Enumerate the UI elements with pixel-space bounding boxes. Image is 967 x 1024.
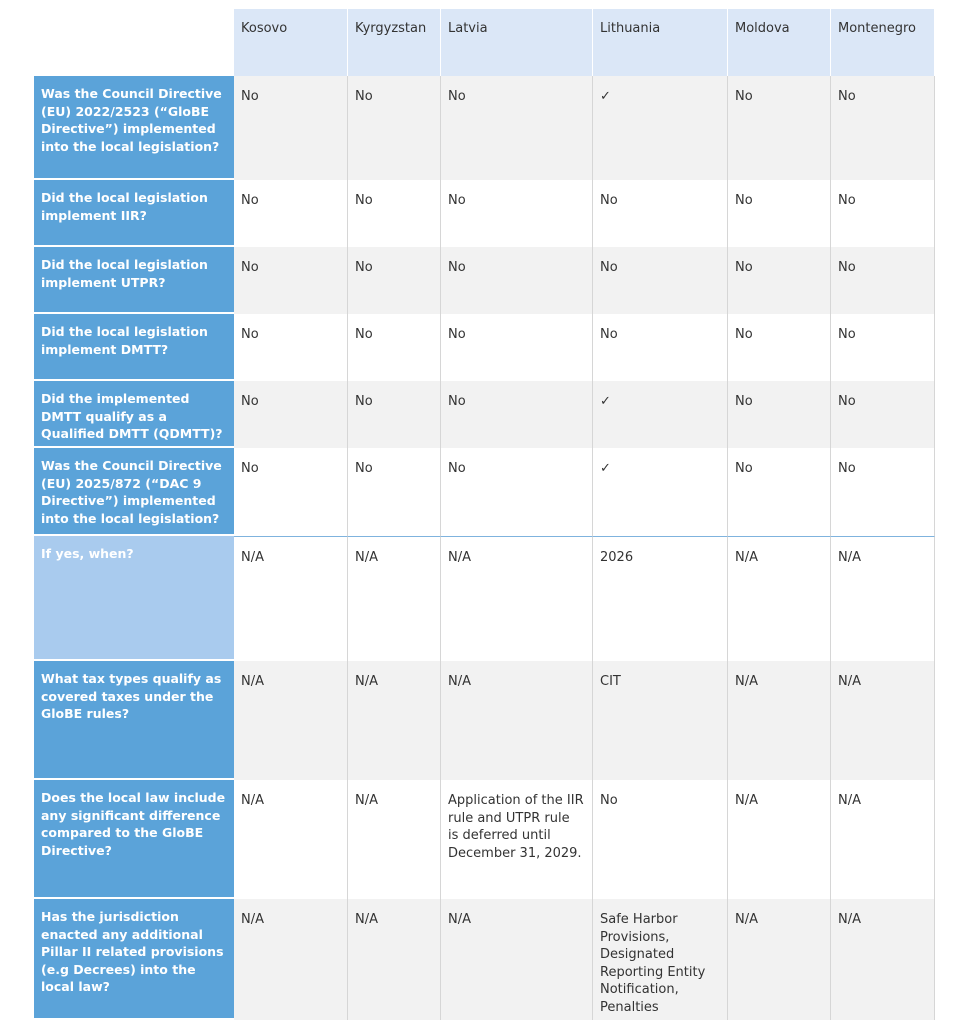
table-cell: No xyxy=(348,448,441,536)
table-cell: No xyxy=(593,780,728,899)
table-cell: No xyxy=(441,314,593,381)
table-cell: N/A xyxy=(728,536,831,661)
table-corner xyxy=(34,9,234,76)
table-cell: No xyxy=(441,448,593,536)
row-question: Was the Council Directive (EU) 2022/2523 (“GloBE Directive”) implemented into the local legislation? xyxy=(34,76,234,180)
table-cell: No xyxy=(441,247,593,314)
table-cell: No xyxy=(728,180,831,247)
table-cell: N/A xyxy=(441,661,593,780)
table-cell: No xyxy=(348,247,441,314)
table-cell: No xyxy=(831,76,935,180)
table-cell: No xyxy=(728,381,831,448)
table-cell: 2026 xyxy=(593,536,728,661)
table-cell: N/A xyxy=(441,536,593,661)
table-cell: No xyxy=(441,381,593,448)
table-cell: No xyxy=(728,247,831,314)
column-header-lithuania: Lithuania xyxy=(593,9,728,76)
table-cell: N/A xyxy=(831,536,935,661)
table-cell: CIT xyxy=(593,661,728,780)
column-header-moldova: Moldova xyxy=(728,9,831,76)
row-question: Did the local legislation implement DMTT? xyxy=(34,314,234,381)
table-cell: No xyxy=(831,247,935,314)
table-cell: No xyxy=(234,314,348,381)
table-cell: No xyxy=(831,381,935,448)
column-header-kyrgyzstan: Kyrgyzstan xyxy=(348,9,441,76)
table-cell: No xyxy=(441,180,593,247)
column-header-montenegro: Montenegro xyxy=(831,9,935,76)
table-cell: N/A xyxy=(728,899,831,1020)
table-cell: ✓ xyxy=(593,448,728,536)
table-cell: N/A xyxy=(831,899,935,1020)
table-cell: No xyxy=(348,180,441,247)
table-cell: No xyxy=(234,247,348,314)
table-cell: Application of the IIR rule and UTPR rule is deferred until December 31, 2029. xyxy=(441,780,593,899)
table-cell: No xyxy=(234,448,348,536)
comparison-table xyxy=(34,9,935,1020)
table-cell: No xyxy=(728,76,831,180)
row-question: Did the implemented DMTT qualify as a Qualified DMTT (QDMTT)? xyxy=(34,381,234,448)
row-question: If yes, when? xyxy=(34,536,234,661)
table-cell: No xyxy=(593,247,728,314)
table-cell: N/A xyxy=(234,536,348,661)
table-cell: No xyxy=(234,381,348,448)
table-cell: No xyxy=(348,76,441,180)
row-question: Did the local legislation implement UTPR? xyxy=(34,247,234,314)
table-cell: No xyxy=(728,314,831,381)
row-question: What tax types qualify as covered taxes under the GloBE rules? xyxy=(34,661,234,780)
row-question: Does the local law include any significant difference compared to the GloBE Directive? xyxy=(34,780,234,899)
table-cell: ✓ xyxy=(593,76,728,180)
table-cell: No xyxy=(593,314,728,381)
table-cell: No xyxy=(234,180,348,247)
table-cell: N/A xyxy=(234,661,348,780)
row-question: Was the Council Directive (EU) 2025/872 (“DAC 9 Directive”) implemented into the local legislation? xyxy=(34,448,234,536)
table-cell: No xyxy=(728,448,831,536)
table-cell: N/A xyxy=(348,536,441,661)
column-header-kosovo: Kosovo xyxy=(234,9,348,76)
column-header-latvia: Latvia xyxy=(441,9,593,76)
table-cell: Safe Harbor Provisions, Designated Reporting Entity Notification, Penalties xyxy=(593,899,728,1020)
table-cell: N/A xyxy=(348,661,441,780)
table-cell: No xyxy=(348,381,441,448)
table-cell: No xyxy=(348,314,441,381)
table-cell: No xyxy=(831,448,935,536)
table-cell: N/A xyxy=(441,899,593,1020)
row-question: Has the jurisdiction enacted any additional Pillar II related provisions (e.g Decrees) into the local law? xyxy=(34,899,234,1020)
table-cell: N/A xyxy=(348,899,441,1020)
row-question: Did the local legislation implement IIR? xyxy=(34,180,234,247)
table-cell: N/A xyxy=(728,661,831,780)
table-cell: No xyxy=(441,76,593,180)
table-cell: N/A xyxy=(234,899,348,1020)
table-cell: N/A xyxy=(234,780,348,899)
table-cell: ✓ xyxy=(593,381,728,448)
table-cell: No xyxy=(831,180,935,247)
table-cell: No xyxy=(234,76,348,180)
table-cell: N/A xyxy=(831,661,935,780)
table-cell: N/A xyxy=(348,780,441,899)
table-cell: N/A xyxy=(728,780,831,899)
table-cell: No xyxy=(593,180,728,247)
table-cell: No xyxy=(831,314,935,381)
table-cell: N/A xyxy=(831,780,935,899)
